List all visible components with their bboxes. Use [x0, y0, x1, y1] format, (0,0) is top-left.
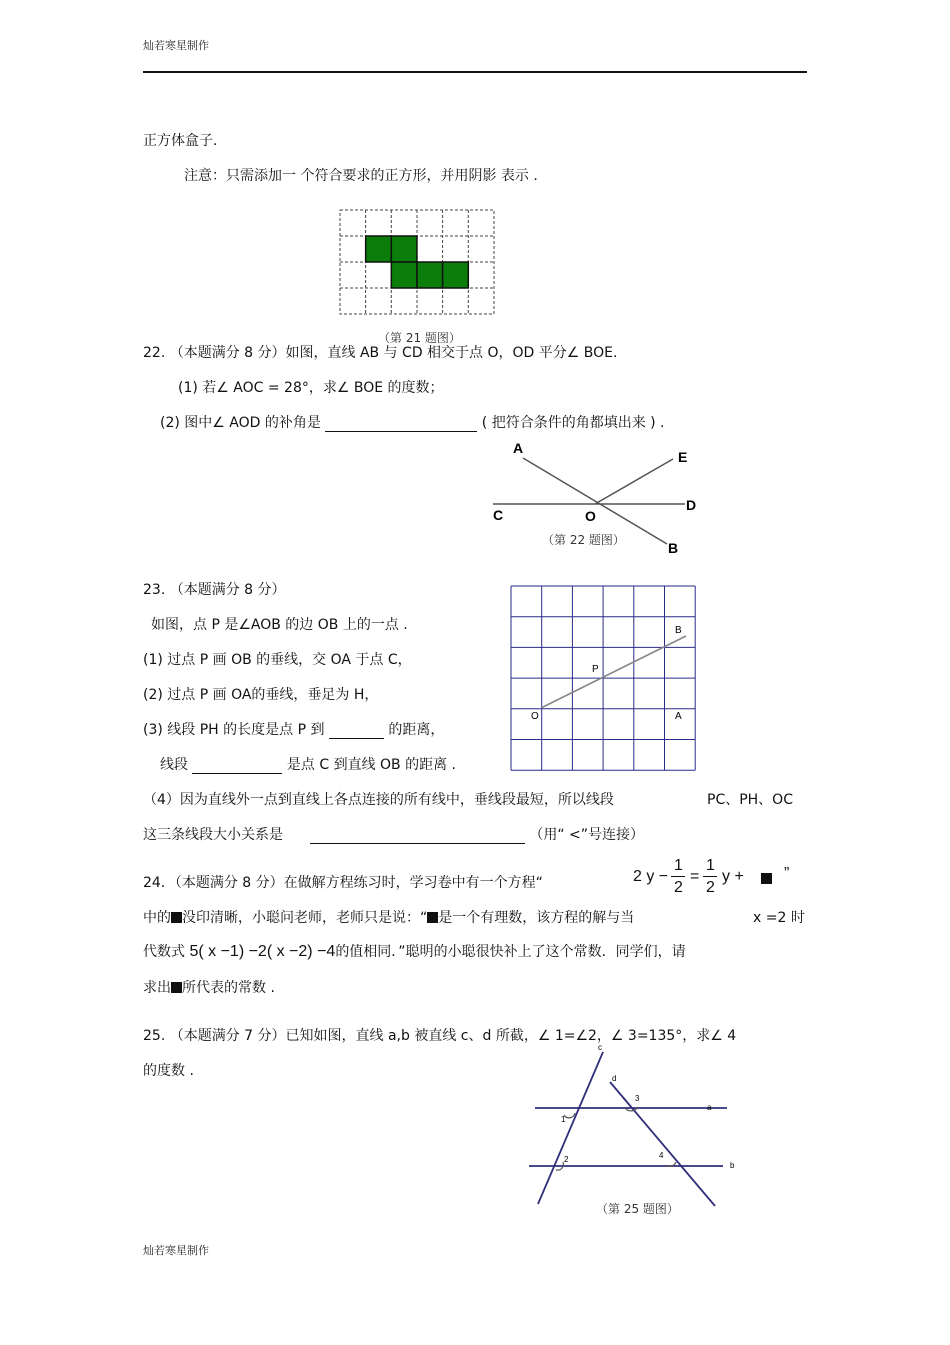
- q22-part2: [160, 412, 665, 432]
- label-c: C: [493, 507, 504, 523]
- q25-line2: 的度数 .: [143, 1063, 194, 1079]
- label-angle-3: 3: [635, 1094, 640, 1103]
- q24-line3: [143, 941, 686, 961]
- q23-part4a: （4）因为直线外一点到直线上各点连接的所有线中，垂线段最短，所以线段: [143, 792, 614, 808]
- q21-line1: 正方体盒子.: [143, 133, 218, 149]
- q23-grid-lines: [511, 586, 695, 770]
- q24-line2-a: 中的: [143, 910, 171, 926]
- page-footer: 灿若寒星制作: [143, 1244, 209, 1257]
- q24-line4: [143, 977, 275, 997]
- q23-blank-1[interactable]: [329, 722, 384, 739]
- line-d: [610, 1082, 715, 1206]
- q23-title: 23. （本题满分 8 分）: [143, 582, 286, 598]
- frac1-denominator: 2: [674, 879, 683, 896]
- q23-part1: (1) 过点 P 画 OB 的垂线，交 OA 于点 C，: [143, 652, 412, 668]
- filled-square: [366, 236, 392, 262]
- q25-line1: 25. （本题满分 7 分）已知如图，直线 a,b 被直线 c、d 所截，∠ 1=∠2，∠ 3=135°，求∠ 4: [143, 1028, 737, 1044]
- unknown-square: [171, 982, 182, 993]
- eq-lhs: 2 y −: [633, 868, 669, 885]
- q23-grid-figure: [509, 584, 697, 772]
- q23-part4b-tail: （用“ <”号连接）: [529, 827, 645, 843]
- frac2-bar: [703, 876, 717, 877]
- label-b: b: [730, 1161, 735, 1170]
- label-angle-2: 2: [564, 1155, 569, 1164]
- q23-part4b-text: 这三条线段大小关系是: [143, 827, 283, 843]
- q21-filled-squares: [366, 236, 469, 288]
- q23-blank-2[interactable]: [192, 757, 282, 774]
- q22-title: 22. （本题满分 8 分）如图，直线 AB 与 CD 相交于点 O，OD 平分∠ BOE.: [143, 345, 618, 361]
- q22-part1: (1) 若∠ AOC = 28°，求∠ BOE 的度数；: [178, 380, 444, 396]
- q23-blank-3[interactable]: [310, 827, 525, 844]
- grid-label-b: B: [675, 625, 682, 636]
- label-angle-1: 1: [561, 1115, 566, 1124]
- q22-part2-text: (2) 图中∠ AOD 的补角是: [160, 415, 321, 431]
- filled-square: [391, 262, 417, 288]
- q22-answer-blank[interactable]: [325, 415, 477, 432]
- q24-line3-b: 的值相同．”聪明的小聪很快补上了这个常数．同学们，请: [335, 944, 686, 960]
- q21-caption: （第 21 题图）: [378, 331, 461, 345]
- label-a: A: [513, 440, 524, 456]
- q24-algebraic-expression: 5( x −1) −2( x −2) −4: [189, 943, 336, 960]
- line-c: [538, 1052, 603, 1204]
- frac1-bar: [671, 876, 685, 877]
- page-header: 灿若寒星制作: [143, 39, 209, 52]
- q24-line3-a: 代数式: [143, 944, 185, 960]
- eq-equals: =: [690, 868, 700, 885]
- label-angle-4: 4: [659, 1151, 664, 1160]
- q23-part2: (2) 过点 P 画 OA的垂线，垂足为 H，: [143, 687, 379, 703]
- eq-rhs: y +: [722, 868, 744, 885]
- grid-label-o: O: [531, 711, 539, 722]
- eq-close-quote: ”: [784, 865, 790, 882]
- label-d: D: [686, 497, 697, 513]
- q22-caption: （第 22 题图）: [542, 533, 625, 547]
- q22-part2-tail: ( 把符合条件的角都填出来 ) .: [481, 415, 665, 431]
- label-b: B: [668, 540, 679, 556]
- q23-part3b-text: 线段: [160, 757, 188, 773]
- ray-oe: [595, 459, 673, 504]
- filled-square: [417, 262, 443, 288]
- q24-line2-c: 是一个有理数，该方程的解与当: [438, 910, 635, 926]
- unknown-square: [171, 912, 182, 923]
- grid-label-a: A: [675, 711, 682, 722]
- q23-part3-text: (3) 线段 PH 的长度是点 P 到: [143, 722, 325, 738]
- label-o: O: [585, 508, 596, 524]
- unknown-square: [427, 912, 438, 923]
- label-d: d: [612, 1074, 617, 1083]
- q23-part3-tail: 的距离，: [388, 722, 445, 738]
- label-c: c: [598, 1044, 602, 1052]
- q23-intro: 如图，点 P 是∠AOB 的边 OB 上的一点 .: [151, 617, 408, 633]
- q24-line4-b: 所代表的常数 .: [182, 980, 275, 996]
- frac2-numerator: 1: [706, 857, 715, 874]
- q21-grid-figure: [338, 208, 496, 316]
- q25-caption: （第 25 题图）: [596, 1202, 679, 1216]
- filled-square: [391, 236, 417, 262]
- grid-label-p: P: [592, 664, 599, 675]
- label-a: a: [707, 1103, 712, 1112]
- frac1-numerator: 1: [674, 857, 683, 874]
- q24-line1: 24．（本题满分 8 分）在做解方程练习时，学习卷中有一个方程“: [143, 875, 543, 891]
- q23-part4a-segments: PC、PH、OC: [707, 792, 793, 808]
- q23-part3: [143, 719, 444, 739]
- q24-line2-right: x =2 时: [753, 910, 805, 926]
- q25-figure: [525, 1044, 745, 1214]
- q24-line2: [143, 907, 634, 927]
- q24-line2-b: 没印清晰，小聪问老师，老师只是说：“: [182, 910, 428, 926]
- q21-note: 注意：只需添加一 个符合要求的正方形，并用阴影 表示 .: [184, 168, 538, 184]
- unknown-square: [761, 873, 772, 884]
- frac2-denominator: 2: [706, 879, 715, 896]
- q23-part3b-tail: 是点 C 到直线 OB 的距离 .: [286, 757, 457, 773]
- label-e: E: [678, 449, 688, 465]
- header-rule: [143, 71, 807, 73]
- q23-part3b: [160, 754, 456, 774]
- q24-line4-a: 求出: [143, 980, 171, 996]
- q23-part4b: [143, 824, 644, 844]
- filled-square: [443, 262, 469, 288]
